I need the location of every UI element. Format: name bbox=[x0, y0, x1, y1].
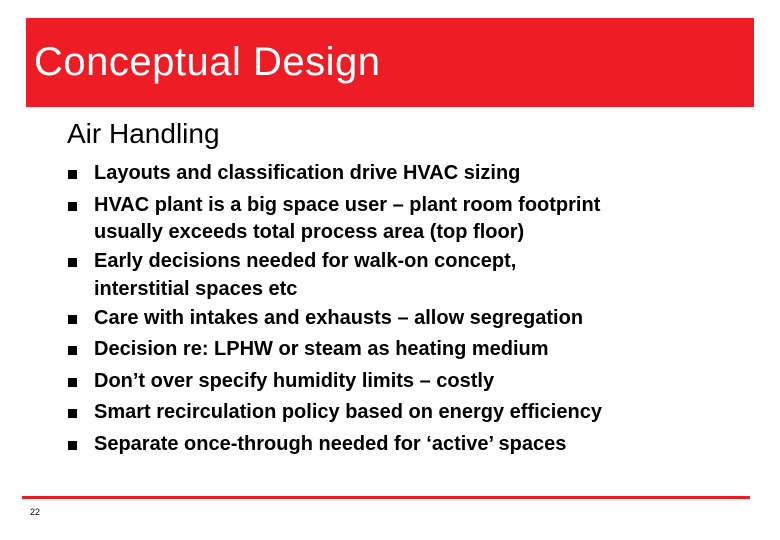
square-bullet-icon bbox=[68, 409, 77, 418]
bullet-item bbox=[68, 246, 758, 303]
title-band bbox=[26, 18, 754, 107]
bullet-text: Layouts and classification drive HVAC sizing bbox=[94, 162, 521, 184]
bullet-item bbox=[68, 397, 758, 429]
square-bullet-icon bbox=[68, 202, 77, 211]
square-bullet-icon bbox=[68, 258, 77, 267]
square-bullet-icon bbox=[68, 346, 77, 355]
bullet-text: Separate once-through needed for ‘active’ spaces bbox=[94, 432, 567, 455]
bullet-text-continuation: usually exceeds total process area (top floor) bbox=[94, 221, 525, 243]
bullet-item bbox=[68, 334, 758, 366]
square-bullet-icon bbox=[68, 441, 77, 450]
bullet-text-continuation: interstitial spaces etc bbox=[94, 277, 298, 300]
bullet-item bbox=[68, 429, 758, 461]
square-bullet-icon bbox=[68, 315, 77, 324]
square-bullet-icon bbox=[68, 378, 77, 387]
bullet-list bbox=[68, 158, 758, 460]
bullet-item bbox=[68, 190, 758, 247]
footer-divider bbox=[22, 496, 750, 499]
bullet-item bbox=[68, 303, 758, 335]
page-number: 22 bbox=[30, 507, 41, 517]
bullet-item bbox=[68, 158, 758, 190]
square-bullet-icon bbox=[68, 170, 77, 179]
bullet-text: Decision re: LPHW or steam as heating medium bbox=[94, 338, 549, 360]
bullet-item bbox=[68, 366, 758, 398]
bullet-text: Care with intakes and exhausts – allow segregation bbox=[94, 306, 584, 329]
bullet-text: HVAC plant is a big space user – plant room footprint bbox=[94, 193, 601, 216]
slide-title: Conceptual Design bbox=[34, 40, 381, 84]
bullet-text: Don’t over specify humidity limits – costly bbox=[94, 369, 495, 392]
section-heading: Air Handling bbox=[67, 118, 220, 149]
bullet-text: Early decisions needed for walk-on concept, bbox=[94, 250, 517, 272]
bullet-text: Smart recirculation policy based on energy efficiency bbox=[94, 401, 602, 423]
